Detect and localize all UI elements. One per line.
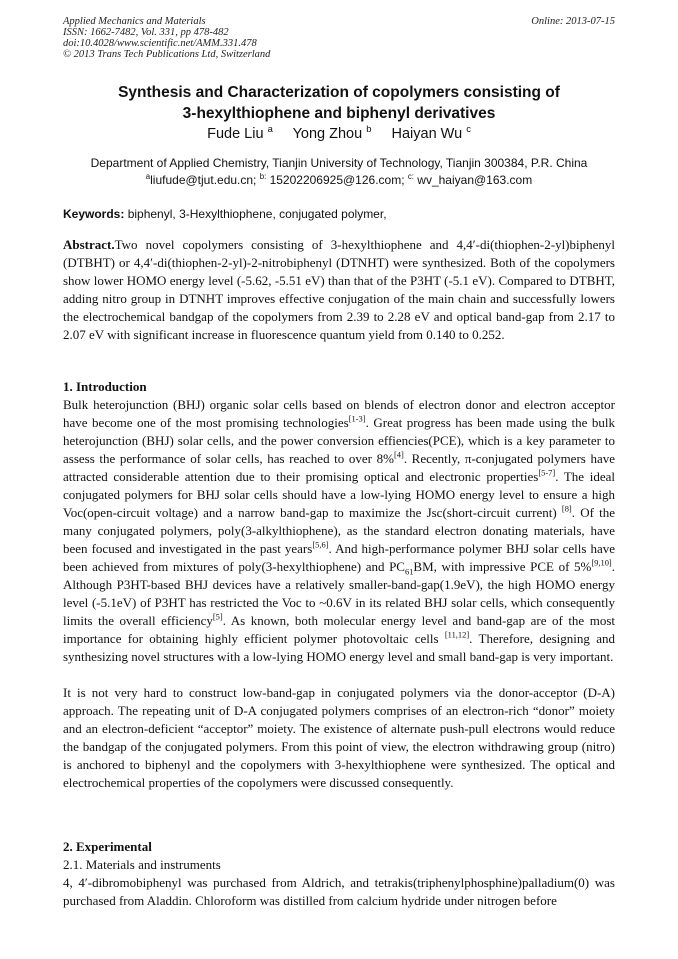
paragraph-text: . As known, both molecular energy level and band-gap are of the most importance for obtaining highly efficient polymer photovoltaic cells <box>63 613 615 646</box>
keywords-label: Keywords: <box>63 207 125 221</box>
paragraph-text: . Great progress has been made using the bulk heterojunction (BHJ) solar cells, and the power conversion effiencies(PCE), which is a key parameter to assess the performance of solar cells, has reached to over 8% <box>63 415 616 466</box>
paragraph-text: . Therefore, designing and synthesizing novel structures with a low-lying HOMO energy level and small band-gap is very important. <box>63 631 615 664</box>
abstract-label: Abstract. <box>63 237 115 252</box>
citation: [8] <box>561 503 572 514</box>
citation: [4] <box>393 449 404 460</box>
citation: [1-3] <box>348 413 366 424</box>
author-name: Yong Zhou <box>292 126 363 142</box>
keywords <box>63 206 615 222</box>
affiliation-block <box>0 155 678 189</box>
abstract-text: Two novel copolymers consisting of 3-hexylthiophene and 4,4′-di(thiophen-2-yl)biphenyl (DTBHT) or 4,4′-di(thiophen-2-yl)-2-nitrobiphenyl (DTNHT) were synthesized. Both of the copolymers show lower HOMO energy level (-5.62, -5.51 eV) than that of the P3HT (-5.1 eV). Compared to DTBHT, adding nitro group in DTNHT improves effective conjugation of the main chain and successfully lowers the electrochemical bandgap of the copolymers from 2.39 to 2.28 eV and optical band-gap from 2.17 to 2.07 eV with significant increase in fluorescence quantum yield from 0.140 to 0.252. <box>63 237 615 342</box>
citation: [5] <box>212 611 223 622</box>
journal-header <box>63 16 615 60</box>
intro-paragraph-1 <box>63 396 615 666</box>
paragraph-text: . Of the many conjugated polymers, poly(3-alkylthiophene), as the standard electron donating materials, have been focused and investigated in the past years <box>63 505 616 556</box>
email-mark: c: <box>407 172 414 181</box>
journal-doi: doi:10.4028/www.scientific.net/AMM.331.478 <box>63 38 257 49</box>
email-address: 15202206925@126.com; <box>266 173 408 187</box>
citation: [5-7] <box>538 467 556 478</box>
affiliation-department: Department of Applied Chemistry, Tianjin University of Technology, Tianjin 300384, P.R. China <box>90 156 588 170</box>
online-date: Online: 2013-07-15 <box>531 16 615 27</box>
paragraph-text: Bulk heterojunction (BHJ) organic solar cells based on blends of electron donor and electron acceptor have become one of the most promising technologies <box>63 397 615 430</box>
email-address: wv_haiyan@163.com <box>413 173 533 187</box>
email-mark: a <box>145 172 151 181</box>
section-heading-experimental: 2. Experimental <box>63 839 152 854</box>
author-list <box>0 125 678 143</box>
citation: [9,10] <box>591 557 612 568</box>
paragraph-text: . And high-performance polymer BHJ solar cells have been achieved from mixtures of poly(3-hexylthiophene) and PC <box>63 541 615 574</box>
subscript: 61 <box>404 566 414 577</box>
paragraph-text: . Although P3HT-based BHJ devices have a relatively smaller-band-gap(1.9eV), the high HOMO energy level (-5.1eV) of P3HT has restricted the Voc to ~0.6V in its related BHJ solar cells, which consequently limits the overall efficiency <box>63 559 615 628</box>
paragraph-text: . The ideal conjugated polymers for BHJ solar cells should have a low-lying HOMO energy level to ensure a high Voc(open-circuit voltage) and a narrow band-gap to maximize the Jsc(short-circuit current) <box>63 469 615 520</box>
paragraph-text: . Recently, π-conjugated polymers have attracted considerable attention due to their promising optical and electronic properties <box>63 451 615 484</box>
author-mark: b <box>366 123 372 135</box>
journal-issn: ISSN: 1662-7482, Vol. 331, pp 478-482 <box>63 27 229 38</box>
author-mark: a <box>267 123 273 135</box>
paragraph-text: BM, with impressive PCE of 5% <box>413 559 592 574</box>
journal-name: Applied Mechanics and Materials <box>63 16 206 27</box>
subsection-heading-materials: 2.1. Materials and instruments <box>63 857 221 872</box>
title-line-1: Synthesis and Characterization of copolymers consisting of <box>118 84 560 101</box>
title-line-2: 3-hexylthiophene and biphenyl derivatives <box>182 105 496 122</box>
journal-copyright: © 2013 Trans Tech Publications Ltd, Switzerland <box>63 49 271 60</box>
section-heading-introduction: 1. Introduction <box>63 379 147 394</box>
intro-paragraph-2: It is not very hard to construct low-band-gap in conjugated polymers via the donor-acceptor (D-A) approach. The repeating unit of D-A conjugated polymers comprises of an electron-rich “donor” moiety and an electron-deficient “acceptor” moiety. The existence of alternate push-pull electrons would reduce the bandgap of the conjugated polymers. From this point of view, the electron withdrawing group (nitro) is anchored to biphenyl and the copolymers with 3-hexylthiophene were synthesized. The optical and electrochemical properties of the copolymers were discussed consequently. <box>63 685 615 790</box>
citation: [5,6] <box>312 539 329 550</box>
email-address: liufude@tjut.edu.cn; <box>150 173 260 187</box>
citation: [11,12] <box>444 629 470 640</box>
keywords-text: biphenyl, 3-Hexylthiophene, conjugated polymer, <box>124 207 387 221</box>
paper-title <box>40 82 638 124</box>
affiliation-emails <box>0 172 678 189</box>
materials-paragraph: 4, 4′-dibromobiphenyl was purchased from Aldrich, and tetrakis(triphenylphosphine)palladium(0) was purchased from Aladdin. Chloroform was distilled from calcium hydride under nitrogen before <box>63 875 615 908</box>
author-name: Fude Liu <box>207 126 264 142</box>
author-mark: c <box>466 123 471 135</box>
author-name: Haiyan Wu <box>391 126 463 142</box>
email-mark: b: <box>259 172 267 181</box>
abstract <box>63 236 615 344</box>
